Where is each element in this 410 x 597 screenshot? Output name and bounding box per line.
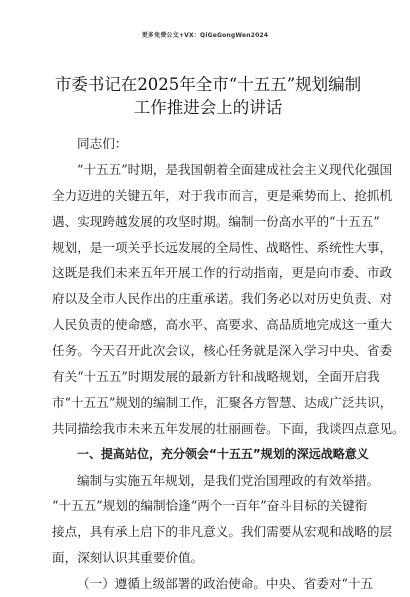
body-line: “十五五”时期，是我国朝着全面建成社会主义现代化强国 xyxy=(77,161,393,177)
section-heading: 一、提高站位，充分领会“十五五”规划的深远战略意义 xyxy=(77,446,369,461)
body-line: 有关“十五五”时期发展的最新方针和战略规划，全面开启我 xyxy=(52,369,380,385)
salutation: 同志们： xyxy=(77,136,128,151)
body-line: 这既是我们未来五年开展工作的行动指南，更是向市委、市政 xyxy=(52,265,393,281)
body-line: 任务。今天召开此次会议，核心任务就是深入学习中央、省委 xyxy=(52,343,393,359)
header-note: 更多免费公文+VX：QiGeGongWen2024 xyxy=(141,32,269,39)
document-body xyxy=(52,131,405,597)
body-line: 接点，具有承上启下的非凡意义。我们需要从宏观和战略的层 xyxy=(52,524,393,540)
body-line: 遇、实现跨越发展的攻坚时期。编制一份高水平的“十五五” xyxy=(52,213,380,229)
title-line-2: 工作推进会上的讲话 xyxy=(133,98,283,117)
body-line: 编制与实施五年规划，是我们党治国理政的有效举措。 xyxy=(77,472,380,488)
body-line: 府以及全市人民作出的庄重承诺。我们务必以对历史负责、对 xyxy=(52,291,393,307)
document-title xyxy=(52,73,364,119)
body-line: 全力迈进的关键五年，对于我市而言，更是乘势而上、抢抓机 xyxy=(52,187,393,203)
body-line: 面，深刻认识其重要价值。 xyxy=(52,550,204,566)
subsection-line: （一）遵循上级部署的政治使命。中央、省委对“十五 xyxy=(77,576,374,592)
body-line: 人民负责的使命感，高水平、高要求、高品质地完成这一重大 xyxy=(52,317,393,333)
body-line: 市“十五五”规划的编制工作，汇聚各方智慧、达成广泛共识， xyxy=(52,394,393,410)
body-line: 共同描绘我市未来五年发展的壮丽画卷。下面，我谈四点意见。 xyxy=(52,420,405,436)
title-line-1: 市委书记在2025年全市“十五五”规划编制 xyxy=(54,75,362,94)
body-line: 规划，是一项关乎长远发展的全局性、战略性、系统性大事， xyxy=(52,239,393,255)
body-line: “十五五”规划的编制恰逢“两个一百年”奋斗目标的关键衔 xyxy=(52,498,368,514)
